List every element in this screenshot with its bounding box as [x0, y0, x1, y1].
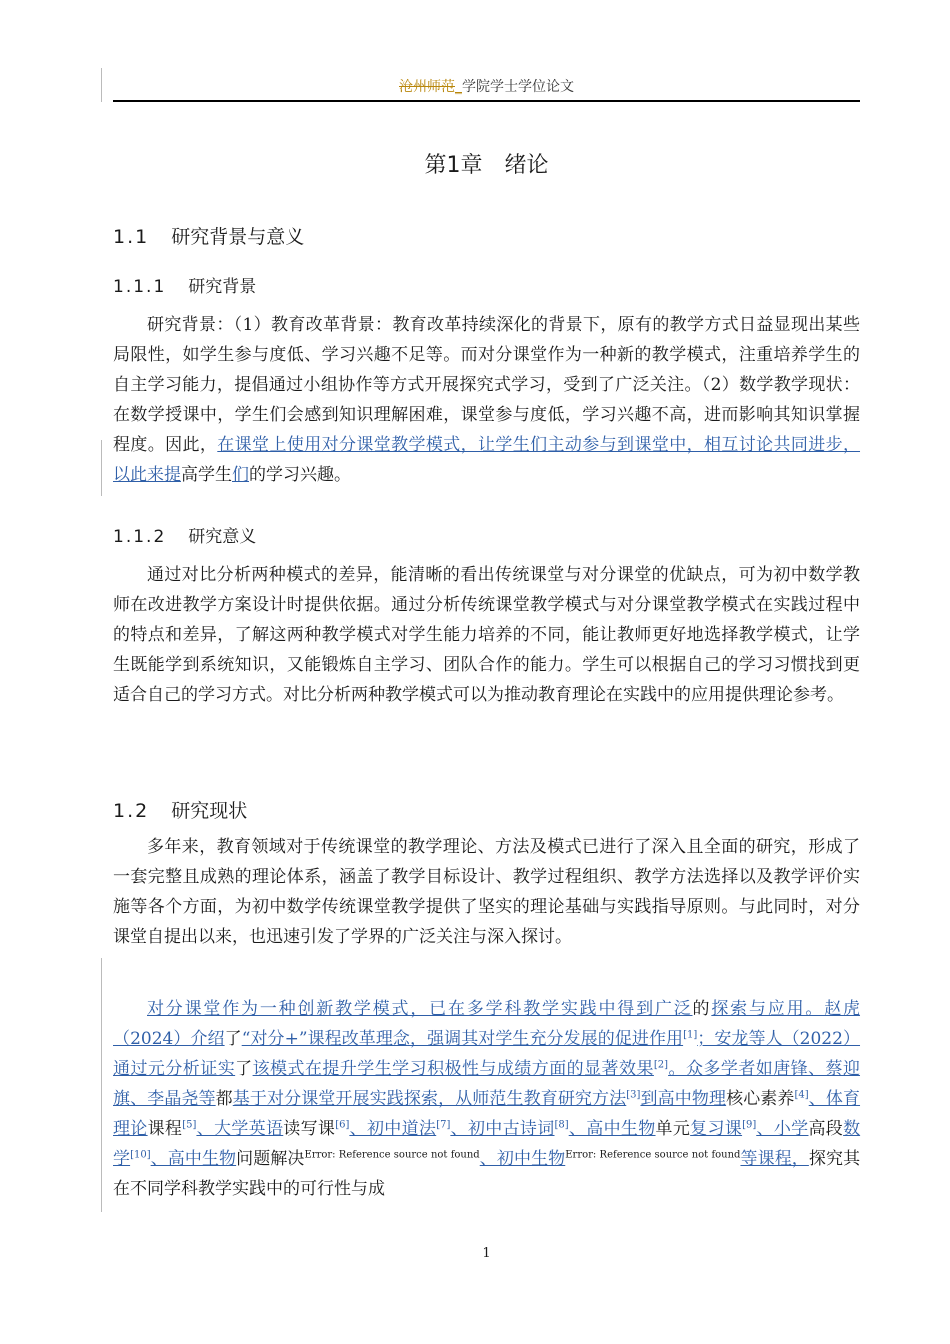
- citation-ref: [7]: [436, 1119, 451, 1131]
- reference-error: Error: Reference source not found: [565, 1149, 741, 1161]
- citation-ref: [8]: [554, 1119, 569, 1131]
- paragraph-status-1: 多年来，教育领域对于传统课堂的教学理论、方法及模式已进行了深入且全面的研究，形成了一套完整且成熟的理论体系，涵盖了教学目标设计、教学过程组织、教学方法选择以及教学评价实施等各个方面，为初中数学传统课堂教学提供了坚实的理论基础与实践指导原则。与此同时，对分课堂自提出以来，也迅速引发了学界的广泛关注与深入探讨。: [113, 837, 860, 947]
- citation-ref: [3]: [626, 1089, 641, 1101]
- tracked-change-text: 探索与应用。赵虎（2024）介绍: [113, 999, 861, 1049]
- paragraph-significance: 通过对比分析两种模式的差异，能清晰的看出传统课堂与对分课堂的优缺点，可为初中数学教师在改进教学方案设计时提供依据。通过分析传统课堂教学模式与对分课堂教学模式在实践过程中的特点和差异，了解这两种教学模式对学生能力培养的不同，能让教师更好地选择教学模式，让学生既能学到系统知识，又能锻炼自主学习、团队合作的能力。学生可以根据自己的学习习惯找到更适合自己的学习方式。对比分析两种教学模式可以为推动教育理论在实践中的应用提供理论参考。: [113, 565, 860, 705]
- section-heading-1-1: [113, 222, 304, 249]
- change-bar: [101, 440, 102, 496]
- tracked-change-text: 、初中道法: [349, 1119, 437, 1139]
- section-title: 研究背景: [188, 277, 257, 297]
- section-title: 研究背景与意义: [171, 226, 305, 248]
- text-run: 高学生: [181, 465, 232, 485]
- change-bar: [101, 958, 102, 1212]
- tracked-change-text: 、初中生物: [479, 1149, 566, 1169]
- tracked-change-text: 对分课堂作为一种创新教学模式，已在多学科教学实践中得到广泛: [147, 999, 693, 1019]
- tracked-change-text: 们: [232, 465, 249, 485]
- citation-ref: [1]: [683, 1029, 698, 1041]
- citation-ref: [10]: [130, 1149, 151, 1161]
- paragraph-status-2: [113, 994, 860, 1204]
- citation-ref: [2]: [653, 1059, 669, 1071]
- tracked-change-text: 该模式在提升学生学习积极性与成绩方面的显著效果: [252, 1059, 654, 1079]
- text-run: 的: [692, 999, 712, 1019]
- header-rule: [113, 100, 860, 102]
- tracked-change-text: 等课程，: [740, 1149, 809, 1169]
- text-run: 课程: [147, 1119, 183, 1139]
- citation-ref: [5]: [182, 1119, 197, 1131]
- text-run: 的学习兴趣。: [249, 465, 351, 485]
- text-run: 探究其在不同学科教学实践中的可行性与成: [113, 1149, 861, 1199]
- section-heading-1-2: [113, 796, 247, 823]
- tracked-change-text: 、大学英语: [196, 1119, 284, 1139]
- text-run: 核心素养: [726, 1089, 795, 1109]
- tracked-insertion: _: [455, 79, 462, 95]
- tracked-change-text: 基于对分课堂开展实践探索，从师范生教育研究方法: [232, 1089, 627, 1109]
- section-number: 1.1.1: [113, 277, 167, 297]
- text-run: 了: [235, 1059, 253, 1079]
- text-run: 读写课: [283, 1119, 336, 1139]
- text-run: 高段: [808, 1119, 844, 1139]
- text-run: 问题解决: [236, 1149, 305, 1169]
- citation-ref: [6]: [335, 1119, 350, 1131]
- text-run: 了: [224, 1029, 242, 1049]
- tracked-change-text: 、初中古诗词: [450, 1119, 555, 1139]
- tracked-deletion: 沧州师范: [399, 79, 455, 95]
- chapter-title: 第1章 绪论: [424, 153, 549, 178]
- tracked-change-text: 在课堂上使用对分课堂教学模式，让学生们主动参与到课堂中，相互讨论共同进步，以此来提: [113, 435, 861, 485]
- tracked-change-text: 复习课: [690, 1119, 743, 1139]
- tracked-change-text: 到高中物理: [640, 1089, 727, 1109]
- paragraph-background: [113, 310, 860, 490]
- tracked-change-text: ；安龙等人（2022）通过元分析证实: [113, 1029, 861, 1079]
- tracked-change-text: “对分+”课程改革理念，强调其对学生充分发展的促进作用: [241, 1029, 684, 1049]
- tracked-change-text: 。众多学者如唐锋、蔡迎旗、李晶尧等: [113, 1059, 861, 1109]
- section-heading-1-1-1: [113, 272, 256, 297]
- section-number: 1.1.2: [113, 527, 167, 547]
- tracked-change-text: 、小学: [756, 1119, 809, 1139]
- page-number: 1: [482, 1246, 491, 1261]
- text-run: 单元: [655, 1119, 691, 1139]
- tracked-change-text: 、高中生物: [150, 1149, 237, 1169]
- text-run: 都: [215, 1089, 233, 1109]
- change-bar: [101, 68, 102, 102]
- citation-ref: [4]: [794, 1089, 809, 1101]
- section-number: 1.1: [113, 226, 150, 248]
- text-run: 研究背景：（1）教育改革背景：教育改革持续深化的背景下，原有的教学方式日益显现出某些局限性，如学生参与度低、学习兴趣不足等。而对分课堂作为一种新的教学模式，注重培养学生的自主学习能力，提倡通过小组协作等方式开展探究式学习，受到了广泛关注。（2）数学教学现状：在数学授课中，学生们会感到知识理解困难，课堂参与度低，学习兴趣不高，进而影响其知识掌握程度。因此，: [113, 315, 860, 455]
- header-title: 学院学士学位论文: [462, 79, 574, 95]
- reference-error: Error: Reference source not found: [304, 1149, 480, 1161]
- running-header: [113, 76, 860, 96]
- section-title: 研究意义: [188, 527, 257, 547]
- section-title: 研究现状: [171, 800, 248, 822]
- section-number: 1.2: [113, 800, 150, 822]
- section-heading-1-1-2: [113, 522, 256, 547]
- tracked-change-text: 数学: [113, 1119, 861, 1169]
- tracked-change-text: 、体育理论: [113, 1089, 861, 1139]
- tracked-change-text: 、高中生物: [568, 1119, 656, 1139]
- citation-ref: [9]: [742, 1119, 757, 1131]
